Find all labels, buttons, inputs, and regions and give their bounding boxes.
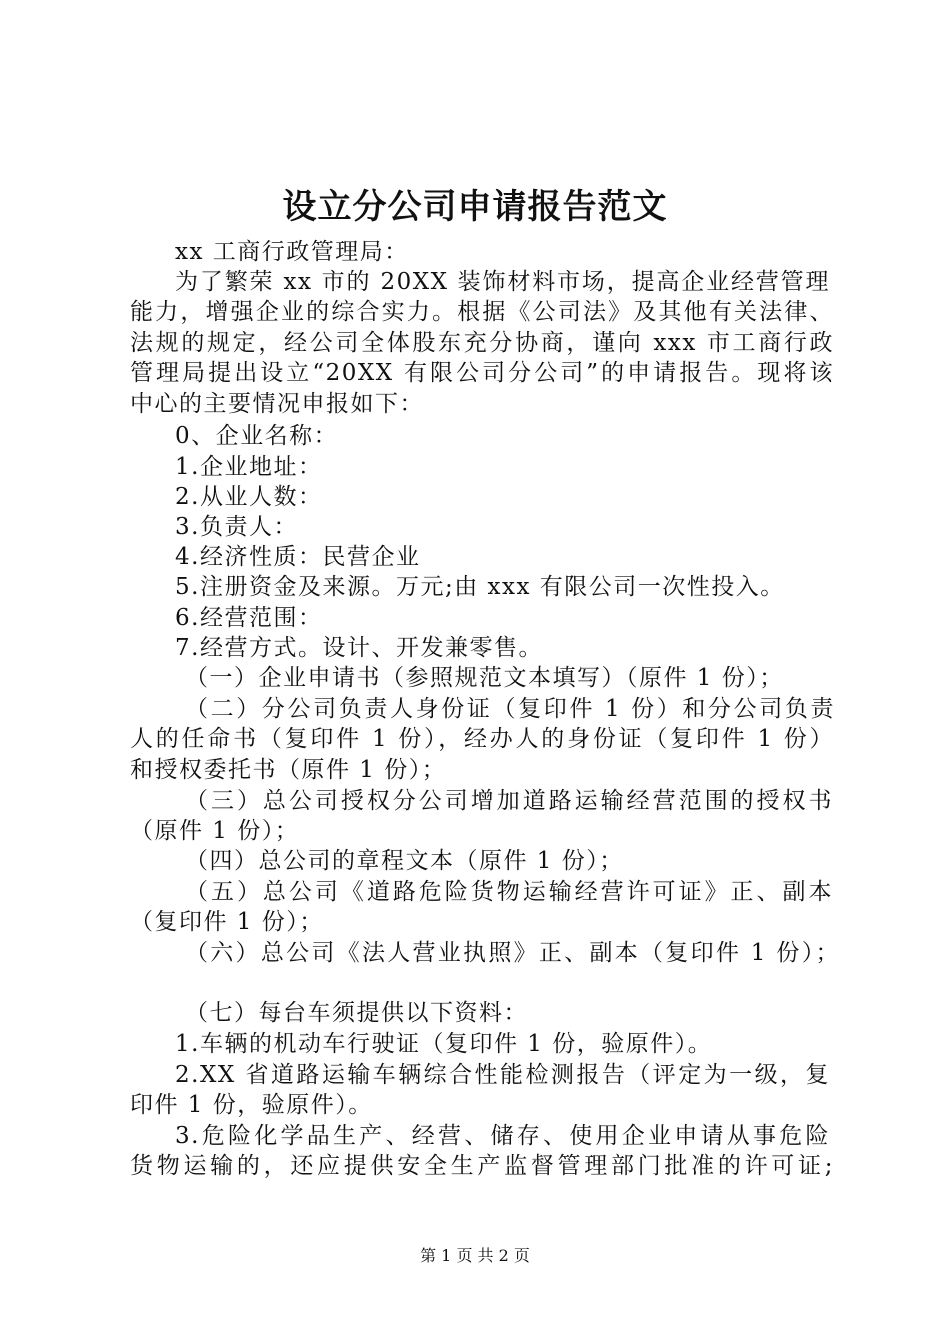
document-item: （复印件 1 份）；	[130, 909, 324, 935]
paragraph-line: 为了繁荣 xx 市的 20XX 装饰材料市场，提高企业经营管理	[175, 269, 830, 295]
document-item: 和授权委托书（原件 1 份）；	[130, 757, 447, 783]
document-item: （二）分公司负责人身份证（复印件 1 份）和分公司负责	[185, 696, 835, 722]
list-item: 1.企业地址：	[175, 454, 323, 480]
document-item: 人的任命书（复印件 1 份），经办人的身份证（复印件 1 份）	[130, 726, 834, 752]
paragraph-line: 中心的主要情况申报如下：	[130, 391, 424, 417]
list-item: 3.负责人：	[175, 514, 298, 540]
list-item: 2.从业人数：	[175, 484, 323, 510]
list-item: 5.注册资金及来源。万元;由 xxx 有限公司一次性投入。	[175, 574, 785, 600]
document-item: （五）总公司《道路危险货物运输经营许可证》正、副本	[185, 879, 833, 905]
paragraph-line: 法规的规定，经公司全体股东充分协商，谨向 xxx 市工商行政	[130, 330, 834, 356]
list-item: 4.经济性质：民营企业	[175, 544, 421, 570]
document-item: （四）总公司的章程文本（原件 1 份）；	[185, 848, 624, 874]
list-item: 6.经营范围：	[175, 605, 323, 631]
list-item: 7.经营方式。设计、开发兼零售。	[175, 635, 543, 661]
document-item: （七）每台车须提供以下资料：	[185, 1000, 528, 1026]
list-item: 印件 1 份，验原件）。	[130, 1092, 373, 1118]
list-item: 货物运输的，还应提供安全生产监督管理部门批准的许可证;	[130, 1153, 834, 1179]
page-footer: 第 1 页 共 2 页	[420, 1246, 530, 1265]
paragraph-line: 能力，增强企业的综合实力。根据《公司法》及其他有关法律、	[130, 299, 834, 325]
document-item: （六）总公司《法人营业执照》正、副本（复印件 1 份）；	[185, 940, 840, 966]
document-title: 设立分公司申请报告范文	[282, 187, 668, 227]
list-item: 2.XX 省道路运输车辆综合性能检测报告（评定为一级，复	[175, 1062, 830, 1088]
document-item: （原件 1 份）；	[130, 818, 300, 844]
paragraph-line: 管理局提出设立“20XX 有限公司分公司”的申请报告。现将该	[130, 360, 834, 386]
salutation: xx 工商行政管理局：	[175, 239, 409, 265]
document-item: （三）总公司授权分公司增加道路运输经营范围的授权书	[185, 788, 833, 814]
list-item: 3.危险化学品生产、经营、储存、使用企业申请从事危险	[175, 1123, 830, 1149]
list-item: 1.车辆的机动车行驶证（复印件 1 份，验原件）。	[175, 1031, 713, 1057]
list-item: 0、企业名称：	[175, 423, 339, 449]
document-item: （一）企业申请书（参照规范文本填写）（原件 1 份）；	[185, 665, 784, 691]
